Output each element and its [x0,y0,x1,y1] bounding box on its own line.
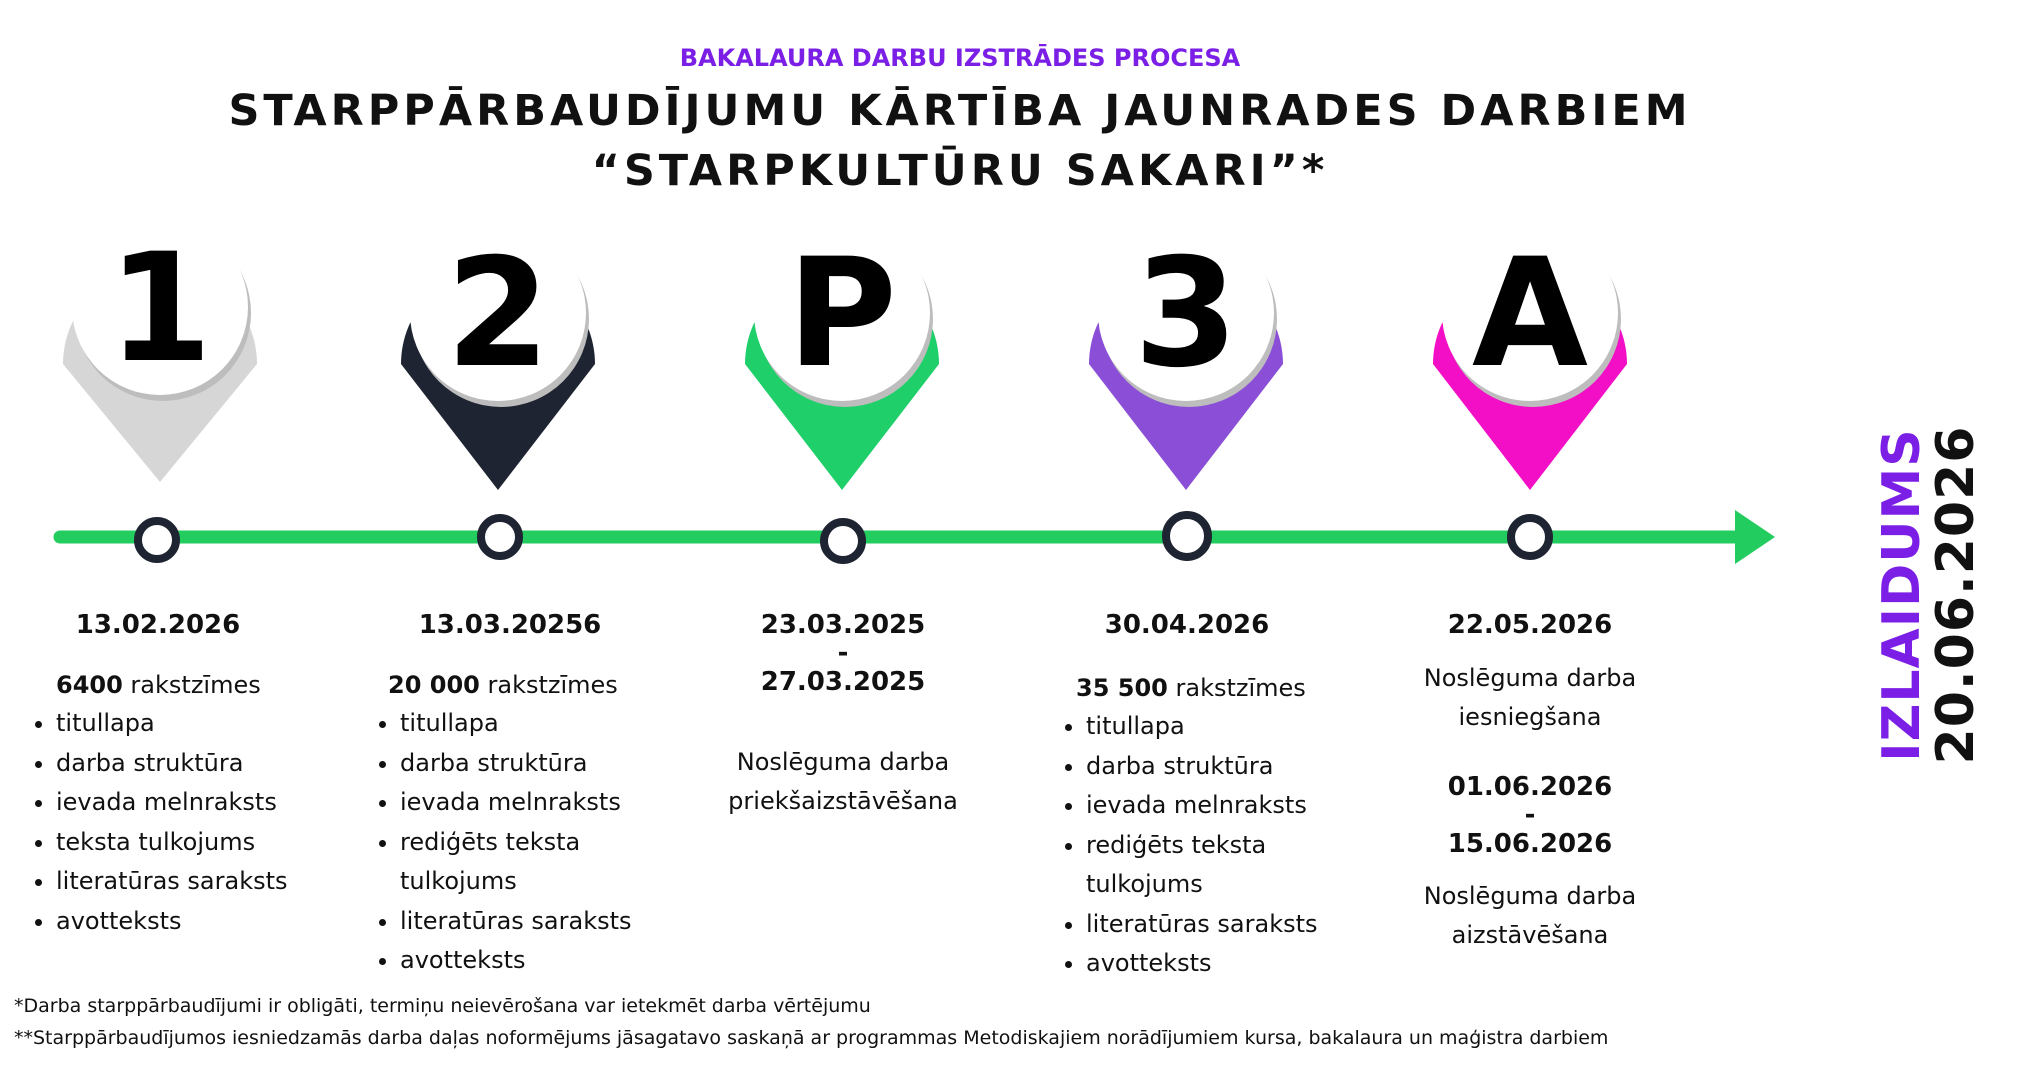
milestone-3-chars-label: rakstzīmes [1167,674,1306,702]
milestone-a-desc-line1: Noslēguma darba [1423,664,1637,692]
milestone-1-date: 13.02.2026 [75,610,241,640]
milestone-p-date-sep: - [837,638,849,668]
milestone-a-date2-sep: - [1524,800,1536,830]
milestone-item: • avotteksts [56,902,288,942]
milestone-pin-2 [401,225,595,490]
milestone-a-desc2-line1: Noslēguma darba [1423,882,1637,910]
milestone-item: • titullapa [56,704,288,744]
milestone-item: • avotteksts [400,941,632,981]
page-title-line2: “STARPKULTŪRU SAKARI”* [591,146,1329,196]
milestone-a-date2-from: 01.06.2026 [1447,772,1613,802]
pin-2-marker: 2 [445,227,551,401]
milestone-1-items [28,704,288,941]
milestone-item: • literatūras saraksts [56,862,288,902]
milestone-1-chars-label: rakstzīmes [122,671,261,699]
release-date: 20.06.2026 [1926,425,1986,765]
milestone-item: • ievada melnraksts [56,783,288,823]
milestone-2-items [372,704,632,981]
timeline-dot-p [824,522,862,560]
milestone-item: • darba struktūra [56,744,288,784]
milestone-pin-p [745,225,939,490]
milestone-pin-3 [1089,225,1283,490]
milestone-3-date: 30.04.2026 [1104,610,1270,640]
milestone-2-date: 13.03.20256 [418,610,602,640]
milestone-a-date2-to: 15.06.2026 [1447,829,1613,859]
release-label: IZLAIDUMS [1872,428,1932,762]
milestone-item: • darba struktūra [400,744,632,784]
timeline-arrow-icon [1735,510,1775,564]
pin-p-marker: P [787,227,897,401]
milestone-p-desc-line1: Noslēguma darba [736,748,950,776]
milestone-p-desc-line2: priekšaizstāvēšana [728,787,958,815]
milestone-pin-1 [63,219,257,482]
milestone-1-chars [56,670,261,700]
milestone-item: • teksta tulkojums [56,823,288,863]
milestone-p-date-to: 27.03.2025 [760,667,926,697]
pin-a-marker: A [1471,227,1589,401]
milestone-a-desc-line2: iesniegšana [1458,703,1602,731]
pin-1-marker: 1 [107,222,213,396]
timeline-dot-2 [481,518,519,556]
milestone-item: • ievada melnraksts [400,783,632,823]
pin-3-marker: 3 [1133,227,1239,401]
milestone-item: • darba struktūra [1086,747,1318,787]
milestone-3-chars-count: 35 500 [1076,674,1168,702]
milestone-item: • ievada melnraksts [1086,786,1318,826]
milestone-3-items [1058,707,1318,984]
milestone-2-chars-count: 20 000 [388,671,480,699]
milestone-item: tulkojums [400,867,517,895]
milestone-3-chars [1076,673,1306,703]
footnote-1: *Darba starppārbaudījumi ir obligāti, termiņu neievērošana var ietekmēt darba vērtējumu [14,995,871,1017]
release-block [1872,360,2025,830]
timeline-dot-a [1511,518,1549,556]
timeline-dot-1 [138,521,176,559]
page-title-line1: STARPPĀRBAUDĪJUMU KĀRTĪBA JAUNRADES DARBIEM [228,86,1692,136]
milestone-2-chars-label: rakstzīmes [479,671,618,699]
timeline-dot-3 [1166,515,1208,557]
footnote-2: **Starppārbaudījumos iesniedzamās darba daļas noformējums jāsagatavo saskaņā ar programmas Metodiskajiem norādījumiem kursa, bakalaura un maģistra darbiem [14,1027,1609,1049]
milestone-item: • titullapa [400,704,632,744]
milestone-item: • literatūras saraksts [1086,905,1318,945]
milestone-item: tulkojums [1086,870,1203,898]
milestone-item: • avotteksts [1086,944,1318,984]
milestone-p-date-from: 23.03.2025 [760,610,926,640]
header-subtitle: BAKALAURA DARBU IZSTRĀDES PROCESA [679,44,1241,72]
milestone-item: • literatūras saraksts [400,902,632,942]
milestone-a-desc2-line2: aizstāvēšana [1451,921,1609,949]
milestone-1-chars-count: 6400 [56,671,123,699]
milestone-2-chars [388,670,618,700]
milestone-pin-a [1433,225,1627,490]
milestone-item: • rediģēts teksta [1086,826,1318,866]
milestone-a-date: 22.05.2026 [1447,610,1613,640]
milestone-item: • rediģēts teksta [400,823,632,863]
milestone-item: • titullapa [1086,707,1318,747]
